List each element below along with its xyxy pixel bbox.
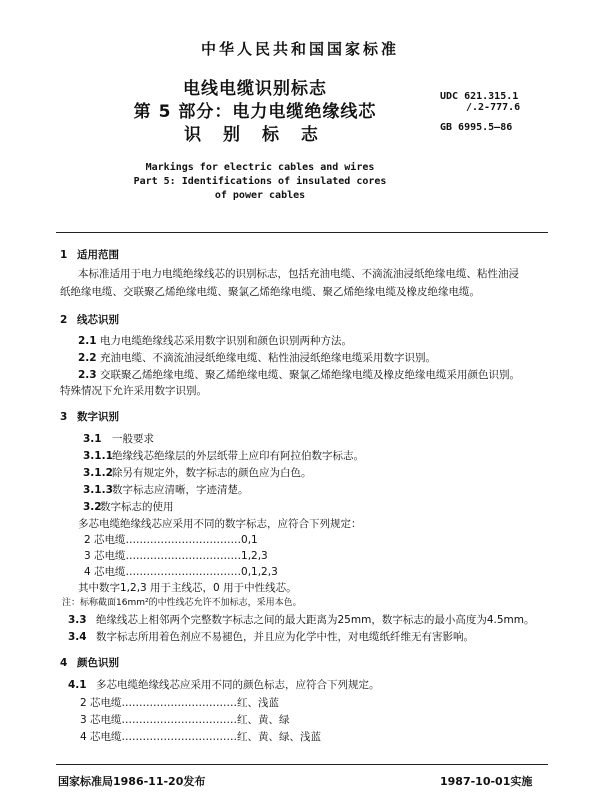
clause-2-2-number: 2.2 [78,352,97,364]
color-list-3-core: 3 芯电缆……………………………红、黄、绿 [80,714,290,726]
clause-4-1-text: 多芯电缆绝缘线芯应采用不同的颜色标志，应符合下列规定。 [96,679,380,691]
issue-date: 国家标准局1986-11-20发布 [58,775,206,788]
section-4-number: 4 [60,657,68,669]
section-2-title: 线芯识别 [77,314,119,326]
section-1-para-line1: 本标准适用于电力电缆绝缘线芯的识别标志，包括充油电缆、不滴流油浸纸绝缘电缆、粘性油浸 [78,268,519,280]
effective-date: 1987-10-01实施 [440,775,533,788]
standard-header: 中华人民共和国国家标准 [200,40,399,58]
clause-2-1-text: 电力电缆绝缘线芯采用数字识别和颜色识别两种方法。 [100,335,352,347]
clause-3-2-para: 多芯电缆绝缘线芯应采用不同的数字标志，应符合下列规定： [78,518,362,530]
clause-3-1-1-number: 3.1.1 [83,450,113,462]
section-2-number: 2 [60,314,68,326]
section-1-title: 适用范围 [77,249,119,261]
udc-code: UDC 621.315.1 [440,91,519,102]
neutral-core-note: 注：标称截面16mm²的中性线芯允许不加标志，采用本色。 [62,598,302,608]
clause-3-1-number: 3.1 [83,433,102,445]
clause-3-1-3-text: 数字标志应清晰，字迹清楚。 [112,484,249,496]
section-4-title: 颜色识别 [77,657,119,669]
clause-3-4-number: 3.4 [68,631,87,643]
clause-3-2-text: 数字标志的使用 [100,501,174,513]
clause-2-3-number: 2.3 [78,369,97,381]
clause-3-3-number: 3.3 [68,614,87,626]
clause-3-1-text: 一般要求 [112,433,154,445]
doc-title-line2: 第 5 部分：电力电缆绝缘线芯 [133,102,377,122]
doc-title-line3: 识 别 标 志 [184,125,326,145]
clause-2-1-number: 2.1 [78,335,97,347]
section-3-number: 3 [60,411,68,423]
clause-3-1-3-number: 3.1.3 [83,484,113,496]
clause-2-3-text-cont: 特殊情况下允许采用数字识别。 [60,385,207,397]
english-title-line2: Part 5: Identifications of insulated cores [133,176,387,187]
color-list-4-core: 4 芯电缆……………………………红、黄、绿、浅蓝 [80,731,322,743]
english-title-line1: Markings for electric cables and wires [145,162,375,173]
clause-3-3-text: 绝缘线芯上相邻两个完整数字标志之间的最大距离为25mm，数字标志的最小高度为4.5mm。 [96,614,535,626]
section-1-para-line2: 纸绝缘电缆、交联聚乙烯绝缘电缆、聚氯乙烯绝缘电缆、聚乙烯绝缘电缆及橡皮绝缘电缆。 [60,286,480,298]
section-1-number: 1 [60,249,68,261]
english-title-line3: of power cables [214,190,306,201]
color-list-2-core: 2 芯电缆……………………………红、浅蓝 [80,697,280,709]
clause-3-1-1-text: 绝缘线芯绝缘层的外层纸带上应印有阿拉伯数字标志。 [112,450,364,462]
clause-3-4-text: 数字标志所用着色剂应不易褪色，并且应为化学中性，对电缆纸纤维无有害影响。 [96,631,474,643]
footer-divider [56,764,548,765]
clause-3-2-number: 3.2 [83,501,102,513]
digit-list-4-core: 4 芯电缆……………………………0,1,2,3 [84,566,278,578]
gb-code: GB 6995.5—86 [440,122,513,133]
clause-2-2-text: 充油电缆、不滴流油浸纸绝缘电缆、粘性油浸纸绝缘电缆采用数字识别。 [100,352,436,364]
digit-list-2-core: 2 芯电缆……………………………0,1 [84,534,258,546]
digit-list-3-core: 3 芯电缆……………………………1,2,3 [84,550,268,562]
section-3-title: 数字识别 [77,411,119,423]
digit-usage-note: 其中数字1,2,3 用于主线芯，0 用于中性线芯。 [78,582,297,594]
udc-code-cont: /.2-777.6 [466,102,521,113]
clause-2-3-text: 交联聚乙烯绝缘电缆、聚乙烯绝缘电缆、聚氯乙烯绝缘电缆及橡皮绝缘电缆采用颜色识别。 [100,369,520,381]
clause-4-1-number: 4.1 [68,679,87,691]
doc-title-line1: 电线电缆识别标志 [183,79,327,99]
title-divider [56,232,548,233]
clause-3-1-2-text: 除另有规定外，数字标志的颜色应为白色。 [112,467,312,479]
clause-3-1-2-number: 3.1.2 [83,467,113,479]
